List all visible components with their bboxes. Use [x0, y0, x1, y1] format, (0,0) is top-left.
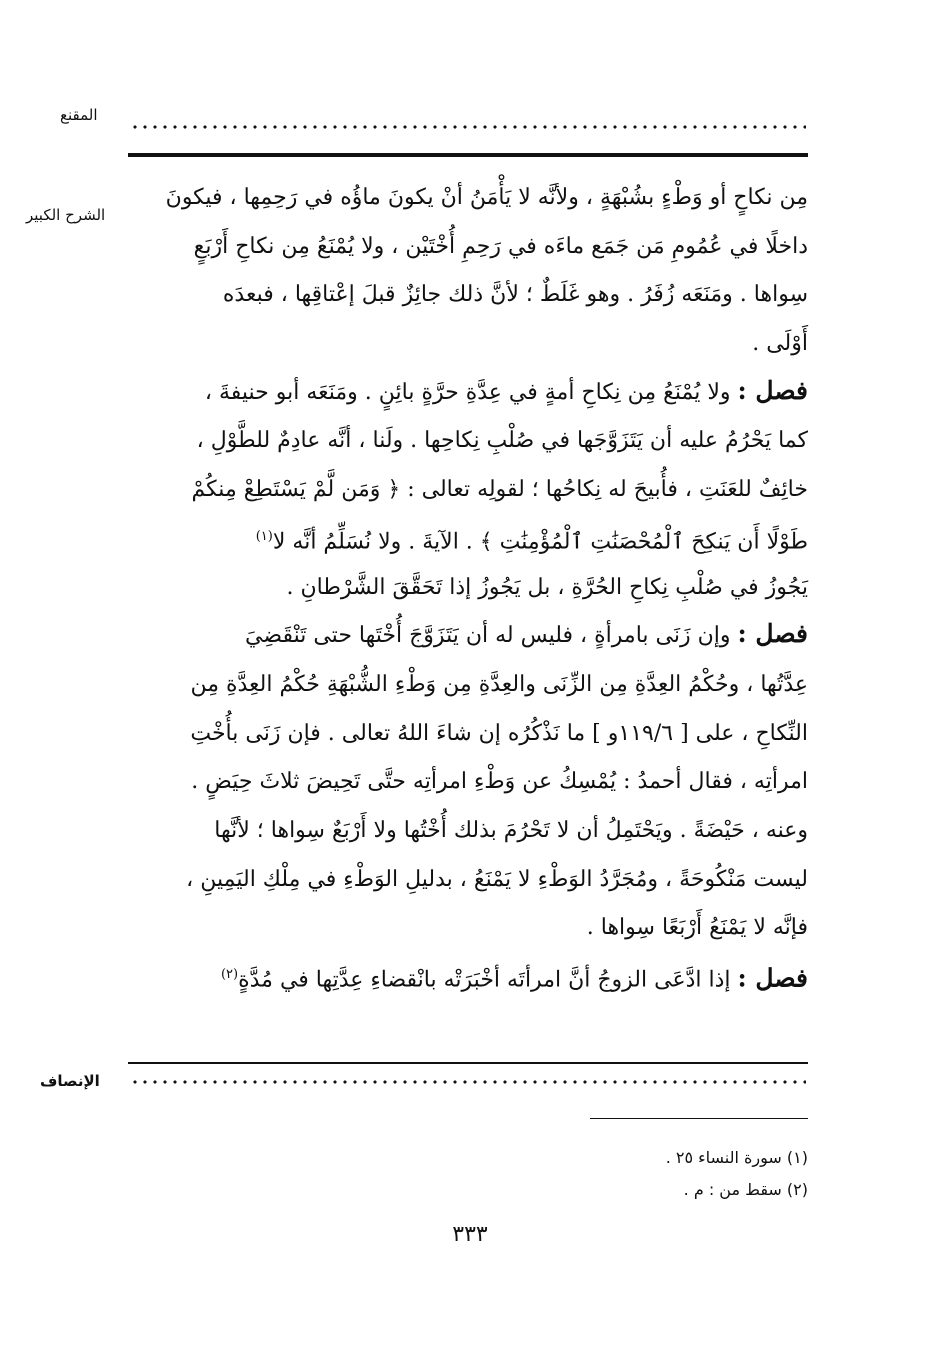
line-text: إذا ادَّعَى الزوجُ أنَّ امرأتَه أخْبَرَتْه بانْقضاءِ عِدَّتِها في مُدَّةٍ: [238, 967, 738, 993]
text-line: [128, 367, 808, 416]
footnotes: [560, 1142, 808, 1206]
line-text: فإنَّه لا يَمْنَعُ أَرْبَعًا سِواها .: [586, 915, 808, 941]
margin-label-sharh: الشرح الكبير: [26, 206, 106, 224]
line-text: النِّكاحِ ، على [ ١١٩/٦و ] ما نَذْكُرُه إن شاءَ اللهُ تعالى . فإن زَنَى بأُخْتِ: [190, 720, 808, 746]
fasl-heading: فصل :: [737, 963, 808, 993]
text-line: [128, 318, 808, 367]
text-line: [128, 951, 808, 1000]
line-text: عِدَّتُها ، وحُكْمُ العِدَّةِ مِن الزِّنَى والعِدَّةِ مِن وَطْءِ الشُّبْهَةِ حُكْمُ العِدَّةِ مِن: [190, 671, 808, 697]
text-line: [128, 172, 808, 221]
insaf-rule: [128, 1062, 808, 1064]
line-text: يَجُوزُ في صُلْبِ نِكاحِ الحُرَّةِ ، بل يَجُوزُ إذا تَحَقَّقَ الشَّرْطانِ .: [286, 574, 808, 600]
line-text: طَوْلًا أَن يَنكِحَ ٱلْمُحْصَنَٰتِ ٱلْمُؤْمِنَٰتِ ﴾ . الآيةَ . ولا نُسَلِّمُ أنَّه لا: [272, 529, 808, 555]
margin-label-insaf: الإنصاف: [40, 1072, 100, 1090]
fasl-heading: فصل :: [737, 375, 808, 405]
text-line: [128, 464, 808, 513]
footnote-ref[interactable]: (٢): [220, 967, 239, 982]
line-text: وإن زَنَى بامرأةٍ ، فليس له أن يَتَزَوَّجَ أُخْتَها حتى تَنْقَضِيَ: [245, 623, 738, 649]
footnote-1: (١) سورة النساء ٢٥ .: [665, 1148, 808, 1167]
line-text: ليست مَنْكُوحَةً ، ومُجَرَّدُ الوَطْءِ لا يَمْنَعُ ، بدليلِ الوَطْءِ في مِلْكِ اليَمِينِ ،: [186, 866, 808, 892]
text-line: [128, 513, 808, 562]
line-text: داخلًا في عُمُومِ مَن جَمَع ماءَه في رَحِمِ أُخْتَيْن ، ولا يُمْنَعُ مِن نكاحِ أَرْبَعٍ: [193, 233, 808, 259]
text-line: [128, 708, 808, 757]
text-line: [128, 902, 808, 951]
line-text: خائِفٌ للعَنَتِ ، فأُبيحَ له نِكاحُها ؛ لقولِه تعالى : ﴿ وَمَن لَّمْ يَسْتَطِعْ مِنكُمْ: [191, 477, 808, 503]
text-line: [128, 610, 808, 659]
line-text: مِن نكاحٍ أو وَطْءٍ بشُبْهَةٍ ، ولأنَّه لا يَأْمَنُ أنْ يكونَ ماؤُه في رَحِمِها ، فيكونَ: [165, 185, 808, 210]
line-text: امرأتِه ، فقال أحمدُ : يُمْسِكُ عن وَطْءِ امرأتِه حتَّى تَحِيضَ ثلاثَ حِيَضٍ .: [191, 769, 808, 795]
text-line: [128, 269, 808, 318]
text-line: [128, 415, 808, 464]
text-line: [128, 659, 808, 708]
fasl-heading: فصل :: [737, 619, 808, 649]
text-line: [128, 854, 808, 903]
running-title: المقنع: [60, 106, 98, 124]
footnote-separator: [590, 1118, 808, 1119]
text-line: [128, 221, 808, 270]
footnote-2: (٢) سقط من : م .: [683, 1180, 808, 1199]
page-number: ٣٣٣: [452, 1222, 488, 1247]
text-line: [128, 562, 808, 611]
line-text: ولا يُمْنَعُ مِن نِكاحِ أمةٍ في عِدَّةِ حرَّةٍ بائِنٍ . ومَنَعَه أبو حنيفةَ ،: [204, 379, 738, 405]
line-text: سِواها . ومَنَعَه زُفَرُ . وهو غَلَطٌ ؛ لأنَّ ذلك جائِزٌ قبلَ إعْتاقِها ، فبعدَه: [222, 282, 808, 308]
line-text: أَوْلَى .: [752, 331, 808, 357]
header-dotted-line: [130, 124, 806, 130]
line-text: وعنه ، حَيْضَةً . ويَحْتَمِلُ أن لا تَحْرُمَ بذلك أُخْتُها ولا أَرْبَعٌ سِواها ؛ لأنَّها: [214, 817, 808, 843]
footnote-ref[interactable]: (١): [255, 528, 273, 544]
main-text: [128, 172, 808, 1000]
line-text: كما يَحْرُمُ عليه أن يَتَزَوَّجَها في صُلْبِ نِكاحِها . ولَنا ، أنَّه عادِمٌ للطَّوْلِ ،: [196, 428, 808, 454]
header-rule: [128, 153, 808, 157]
text-line: [128, 805, 808, 854]
insaf-dotted-line: [130, 1079, 806, 1085]
text-line: [128, 756, 808, 805]
